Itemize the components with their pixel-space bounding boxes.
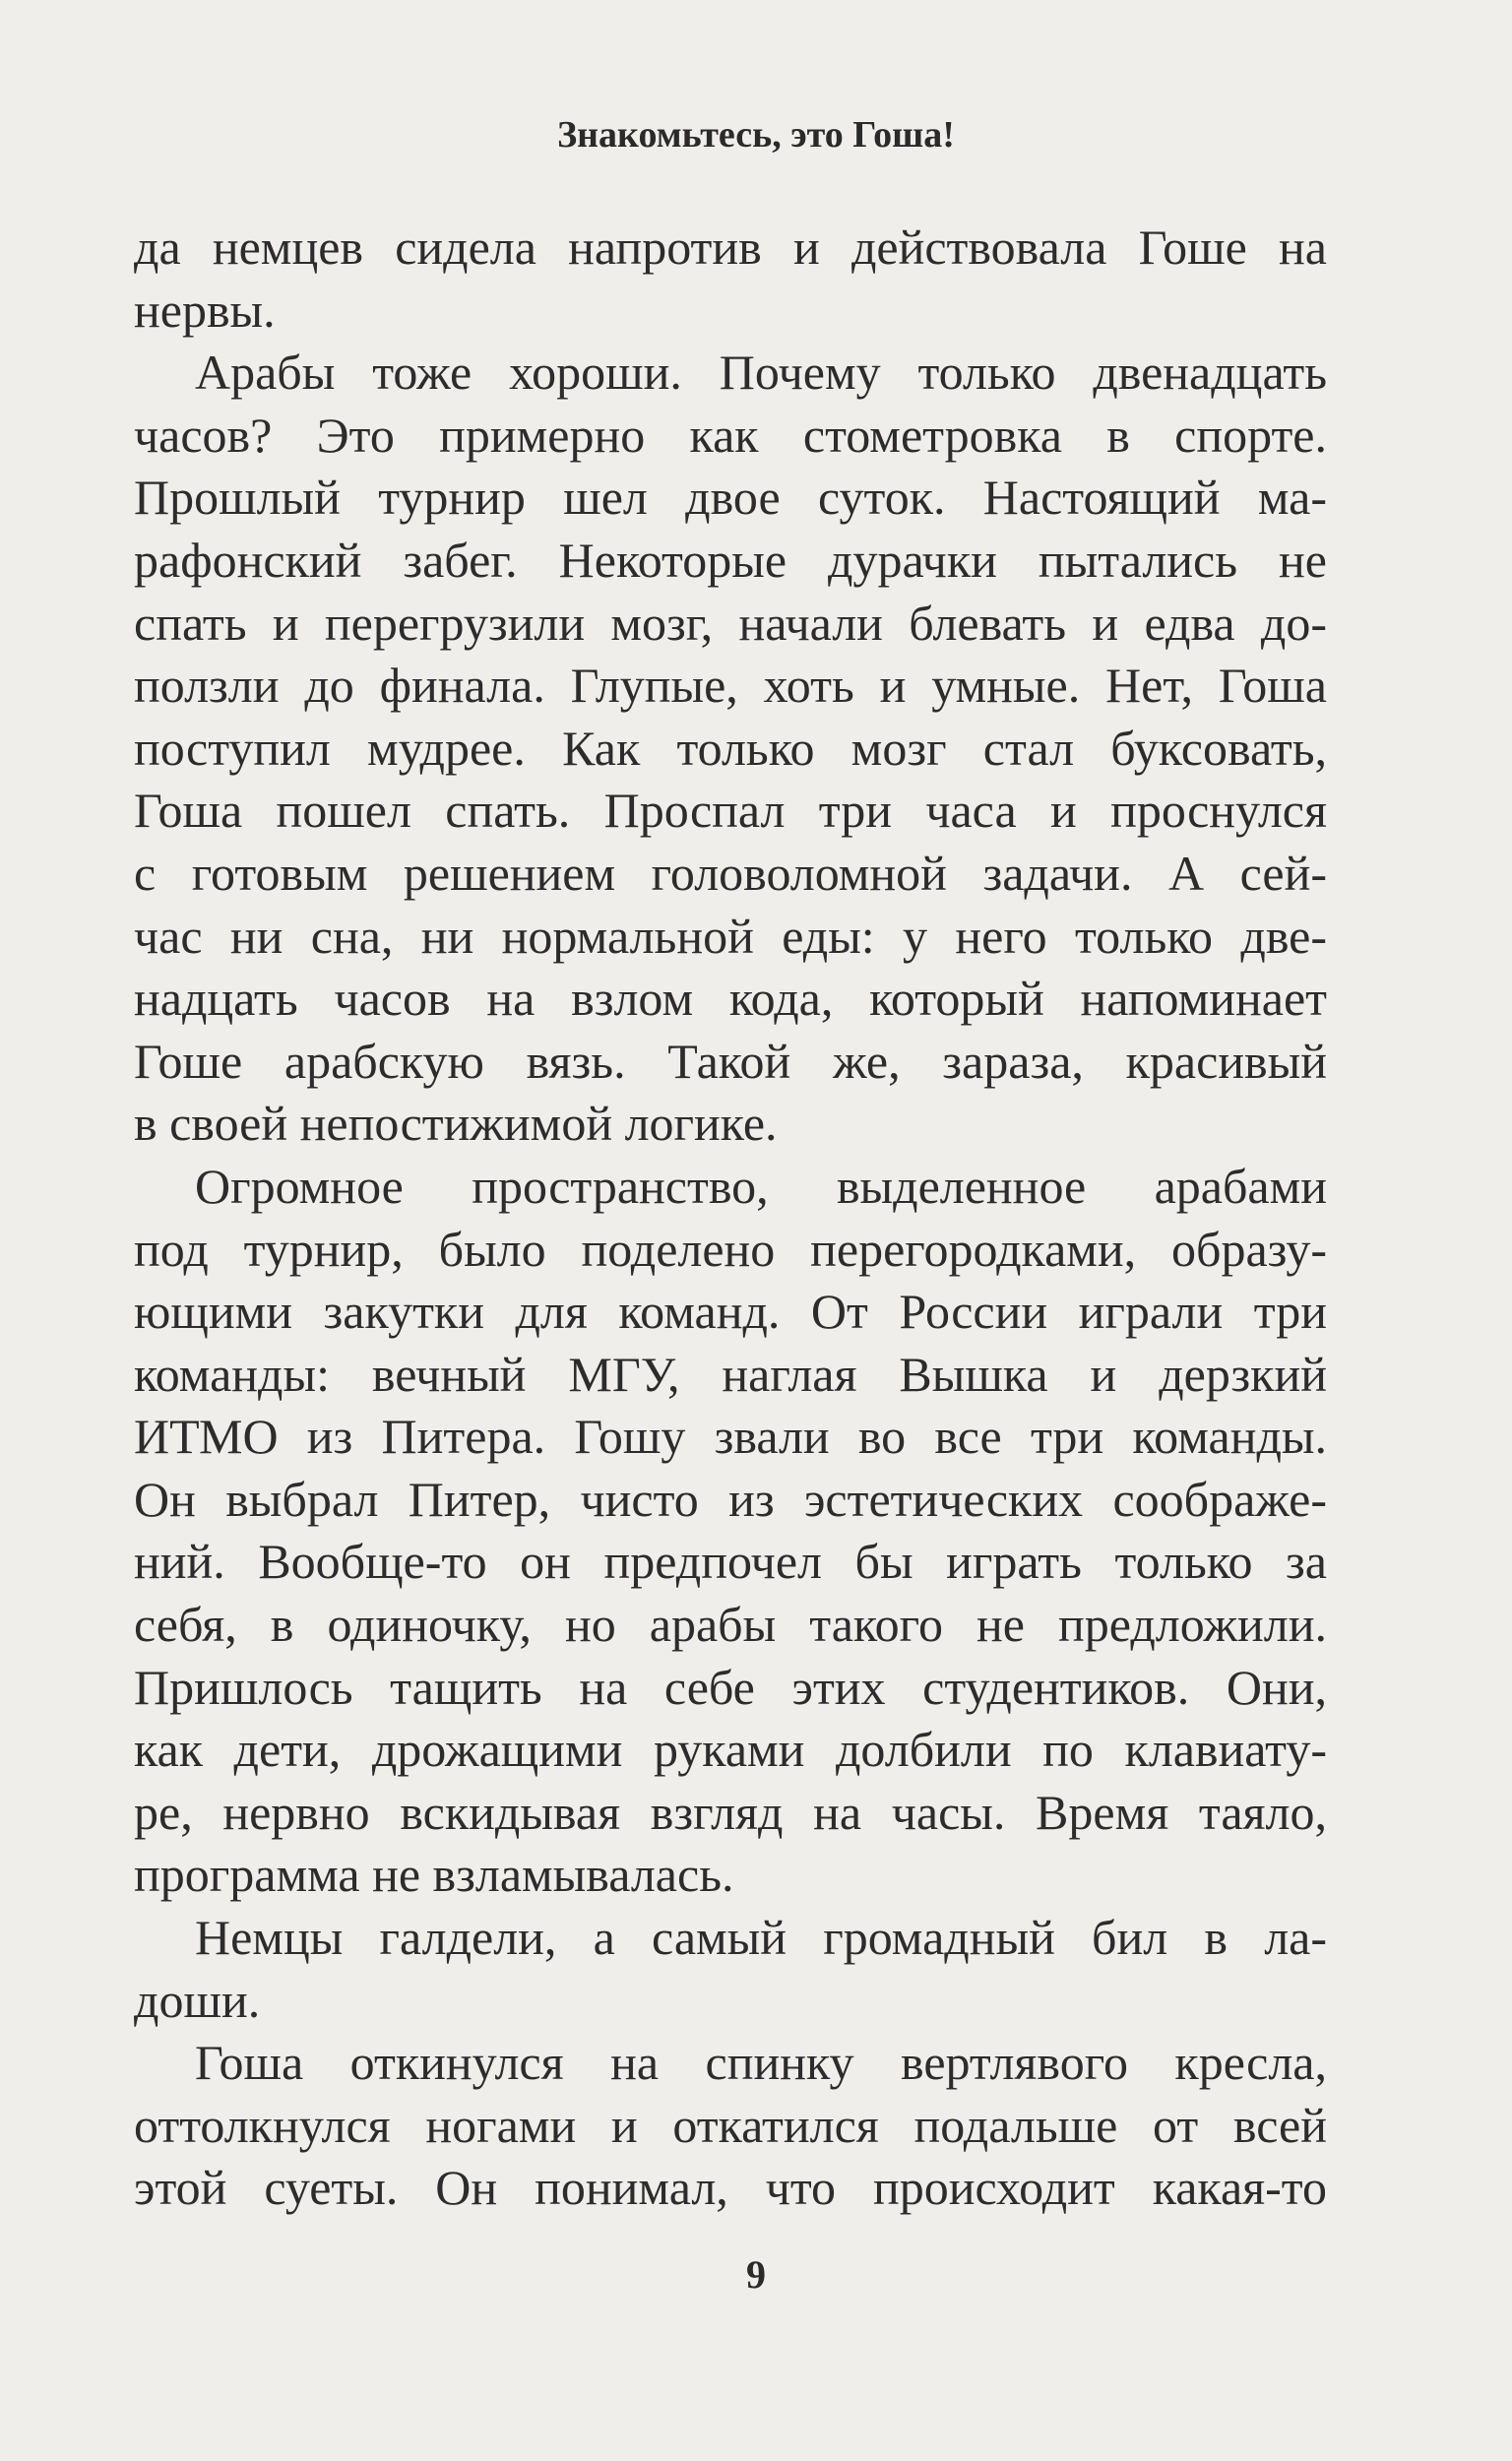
text-line: в своей непостижимой логике.: [134, 1096, 778, 1152]
text-line: час ни сна, ни нормальной еды: у него только две-: [134, 908, 1327, 964]
text-line: Пришлось тащить на себе этих студентиков. Они,: [134, 1659, 1327, 1715]
text-line: Гоша откинулся на спинку вертлявого кресла,: [195, 2035, 1327, 2091]
body-text: [134, 217, 1327, 2220]
text-line: Арабы тоже хороши. Почему только двенадцать: [195, 345, 1327, 401]
text-line: ре, нервно вскидывая взгляд на часы. Время таяло,: [134, 1784, 1327, 1840]
text-line: Гоша пошел спать. Проспал три часа и проснулся: [134, 783, 1327, 839]
text-line: часов? Это примерно как стометровка в спорте.: [134, 407, 1327, 463]
text-line: доши.: [134, 1972, 261, 2028]
text-line: с готовым решением головоломной задачи. А сей-: [134, 845, 1327, 901]
text-line: да немцев сидела напротив и действовала Гоше на: [134, 220, 1327, 275]
running-head: Знакомьтесь, это Гоша!: [557, 114, 955, 156]
page-number: 9: [746, 2252, 766, 2297]
text-line: оттолкнулся ногами и откатился подальше от всей: [134, 2097, 1327, 2153]
text-line: ний. Вообще-то он предпочел бы играть только за: [134, 1534, 1327, 1590]
text-line: Немцы галдели, а самый громадный бил в ла-: [195, 1910, 1327, 1966]
text-line: программа не взламывалась.: [134, 1847, 734, 1903]
text-line: ющими закутки для команд. От России играли три: [134, 1284, 1327, 1340]
paragraph: [134, 1156, 1327, 1907]
text-line: рафонский забег. Некоторые дурачки пытались не: [134, 532, 1327, 588]
paragraph: [134, 2032, 1327, 2220]
paragraph: [134, 342, 1327, 1156]
text-line: Огромное пространство, выделенное арабами: [195, 1158, 1327, 1214]
text-line: под турнир, было поделено перегородками, образу-: [134, 1221, 1327, 1277]
text-line: ползли до финала. Глупые, хоть и умные. Нет, Гоша: [134, 658, 1327, 714]
text-line: спать и перегрузили мозг, начали блевать и едва до-: [134, 595, 1327, 651]
text-line: поступил мудрее. Как только мозг стал буксовать,: [134, 720, 1327, 776]
text-line: как дети, дрожащими руками долбили по клавиату-: [134, 1722, 1327, 1778]
text-line: этой суеты. Он понимал, что происходит какая-то: [134, 2160, 1327, 2216]
text-line: команды: вечный МГУ, наглая Вышка и дерзкий: [134, 1346, 1327, 1402]
text-line: надцать часов на взлом кода, который напоминает: [134, 971, 1327, 1027]
text-line: Прошлый турнир шел двое суток. Настоящий ма-: [134, 470, 1327, 526]
text-line: ИТМО из Питера. Гошу звали во все три команды.: [134, 1409, 1327, 1465]
text-line: себя, в одиночку, но арабы такого не предложили.: [134, 1597, 1327, 1653]
text-line: Он выбрал Питер, чисто из эстетических соображе-: [134, 1471, 1327, 1527]
paragraph: [134, 1907, 1327, 2032]
text-line: Гоше арабскую вязь. Такой же, зараза, красивый: [134, 1033, 1327, 1089]
paragraph: [134, 217, 1327, 342]
text-line: нервы.: [134, 282, 276, 338]
